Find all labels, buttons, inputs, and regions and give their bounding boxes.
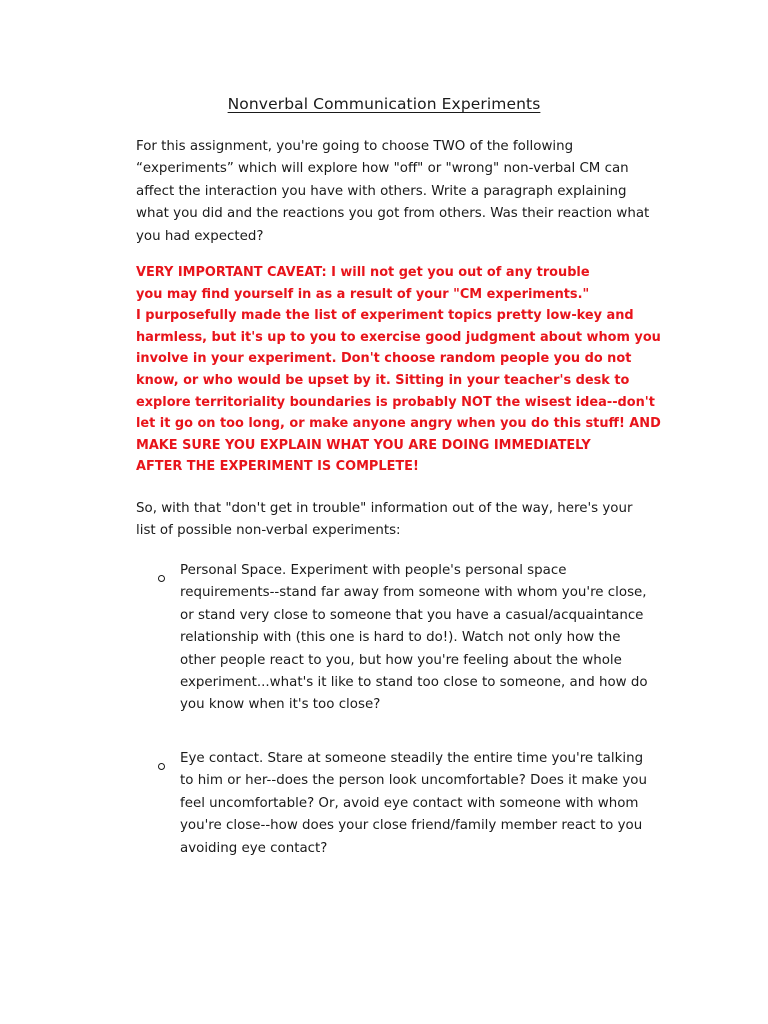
caveat-line: harmless, but it's up to you to exercise good judgment about whom you xyxy=(136,329,661,345)
caveat-line: let it go on too long, or make anyone angry when you do this stuff! AND xyxy=(136,416,661,432)
caveat-line: I purposefully made the list of experiment topics pretty low-key and xyxy=(136,308,634,324)
text-line: “experiments” which will explore how "off" or "wrong" non-verbal CM can xyxy=(136,161,629,177)
caveat-line: involve in your experiment. Don't choose random people you do not xyxy=(136,351,632,367)
text-line: other people react to you, but how you're feeling about the whole xyxy=(180,652,622,668)
text-line: or stand very close to someone that you have a casual/acquaintance xyxy=(180,607,644,623)
list-item-text xyxy=(180,748,674,860)
caveat-line: VERY IMPORTANT CAVEAT: I will not get you out of any trouble xyxy=(136,265,590,280)
caveat-line: MAKE SURE YOU EXPLAIN WHAT YOU ARE DOING IMMEDIATELY xyxy=(136,437,591,453)
text-line: requirements--stand far away from someone with whom you're close, xyxy=(180,585,647,601)
text-line: For this assignment, you're going to choose TWO of the following xyxy=(136,139,574,154)
text-line: list of possible non-verbal experiments: xyxy=(136,523,401,539)
caveat-line: AFTER THE EXPERIMENT IS COMPLETE! xyxy=(136,459,419,475)
text-line: you know when it's too close? xyxy=(180,697,381,713)
document-title: Nonverbal Communication Experiments xyxy=(227,95,541,113)
text-line: So, with that "don't get in trouble" information out of the way, here's your xyxy=(136,501,633,516)
assignment-instructions xyxy=(136,136,656,248)
list-item-text xyxy=(180,560,674,717)
caveat-warning xyxy=(136,262,666,478)
text-line: Personal Space. Experiment with people's personal space xyxy=(180,563,567,578)
caveat-line: you may find yourself in as a result of your "CM experiments." xyxy=(136,286,590,302)
text-line: you had expected? xyxy=(136,228,264,244)
text-line: Eye contact. Stare at someone steadily the entire time you're talking xyxy=(180,751,644,766)
text-line: relationship with (this one is hard to do!). Watch not only how the xyxy=(180,630,621,646)
text-line: experiment...what's it like to stand too close to someone, and how do xyxy=(180,675,648,691)
experiment-list-intro xyxy=(136,498,656,543)
text-line: you're close--how does your close friend/family member react to you xyxy=(180,818,643,834)
bullet-icon xyxy=(158,763,165,770)
text-line: feel uncomfortable? Or, avoid eye contact with someone with whom xyxy=(180,795,639,811)
text-line: to him or her--does the person look uncomfortable? Does it make you xyxy=(180,773,647,789)
text-line: avoiding eye contact? xyxy=(180,840,328,856)
caveat-line: know, or who would be upset by it. Sitting in your teacher's desk to xyxy=(136,372,630,388)
text-line: affect the interaction you have with others. Write a paragraph explaining xyxy=(136,183,627,199)
text-line: what you did and the reactions you got from others. Was their reaction what xyxy=(136,206,650,222)
caveat-line: explore territoriality boundaries is probably NOT the wisest idea--don't xyxy=(136,394,655,410)
bullet-icon xyxy=(158,575,165,582)
